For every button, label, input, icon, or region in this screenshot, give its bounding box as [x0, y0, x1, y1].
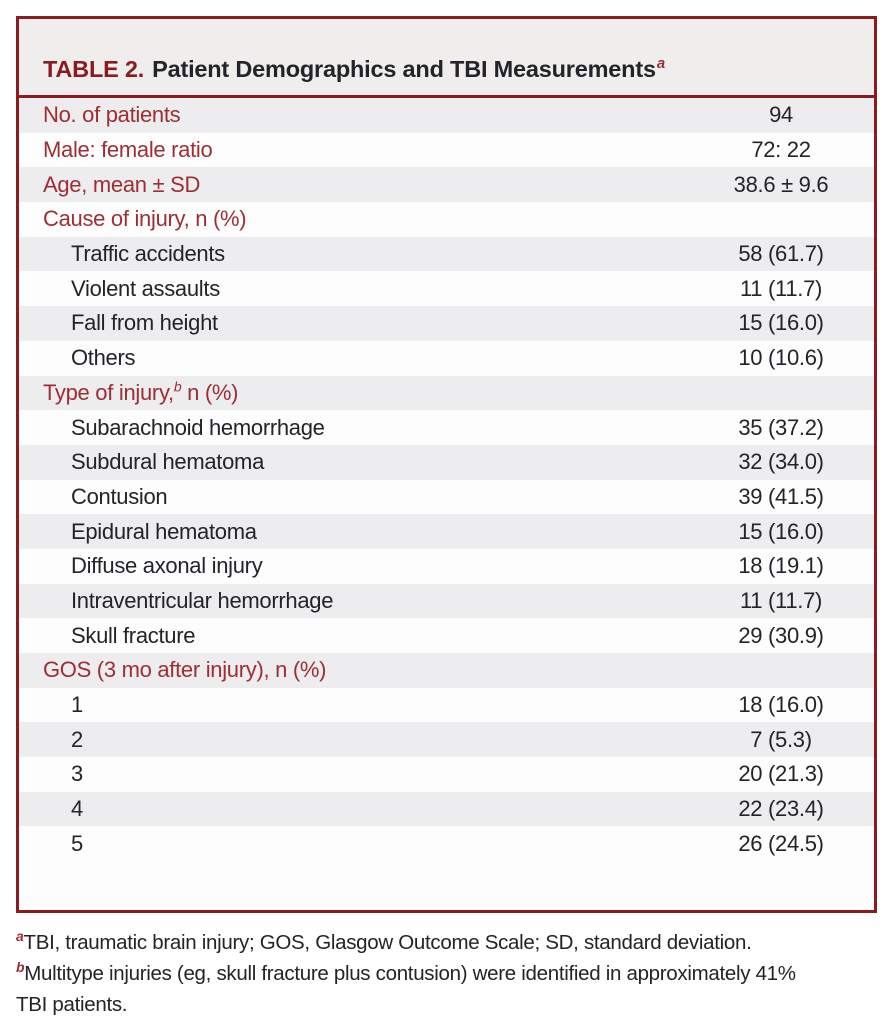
row-value: 38.6 ± 9.6 — [733, 171, 829, 197]
row-label: Epidural hematoma — [71, 518, 257, 544]
row-value: 7 (5.3) — [750, 726, 812, 752]
row-value: 26 (24.5) — [738, 830, 824, 856]
row-value: 32 (34.0) — [738, 449, 824, 475]
row-label: Skull fracture — [71, 622, 196, 648]
row-label: Cause of injury, n (%) — [43, 206, 247, 232]
footnote-a-marker: a — [16, 928, 24, 945]
row-label: Intraventricular hemorrhage — [71, 587, 334, 613]
row-label: Others — [71, 345, 136, 371]
table-body — [19, 98, 874, 861]
footnote-b-text: Multitype injuries (eg, skull fracture plus contusion) were identified in approximately 41% TBI patients. — [16, 962, 796, 1016]
row-label: Subarachnoid hemorrhage — [71, 414, 325, 440]
table-title-footnote-marker: a — [656, 55, 665, 73]
row-label: Type of injury,$^b$ n (%) — [43, 378, 239, 405]
row-value: 22 (23.4) — [738, 796, 824, 822]
footnote-b — [16, 958, 831, 1020]
table-title-text: Patient Demographics and TBI Measurements$^a$ — [152, 55, 665, 82]
table-row — [19, 618, 874, 653]
row-label: Contusion — [71, 483, 168, 509]
row-label: 3 — [71, 761, 83, 787]
table-row — [19, 410, 874, 445]
row-footnote-marker: b — [173, 378, 182, 395]
row-label: Violent assaults — [71, 275, 220, 301]
table-row — [19, 133, 874, 168]
row-value: 94 — [769, 102, 793, 128]
table-row — [19, 584, 874, 619]
footnote-a-text: TBI, traumatic brain injury; GOS, Glasgow Outcome Scale; SD, standard deviation. — [23, 931, 752, 954]
table-row — [19, 237, 874, 272]
table-number-label: TABLE 2. — [43, 56, 145, 82]
table-row — [19, 271, 874, 306]
row-value: 39 (41.5) — [738, 483, 824, 509]
table-row — [19, 826, 874, 861]
row-label: Subdural hematoma — [71, 449, 265, 475]
row-label: Age, mean ± SD — [43, 171, 201, 197]
row-value: 72: 22 — [751, 137, 811, 163]
row-value: 18 (19.1) — [738, 553, 824, 579]
row-label: 1 — [71, 692, 83, 718]
row-value: 20 (21.3) — [738, 761, 824, 787]
table-row — [19, 480, 874, 515]
row-value: 10 (10.6) — [738, 345, 824, 371]
table-row — [19, 792, 874, 827]
table-row — [19, 202, 874, 237]
row-value: 15 (16.0) — [738, 310, 824, 336]
table-row — [19, 341, 874, 376]
footnotes — [16, 927, 877, 1020]
row-value: 11 (11.7) — [739, 587, 823, 613]
table-row — [19, 757, 874, 792]
row-label: Fall from height — [71, 310, 218, 336]
table-row — [19, 98, 874, 133]
row-value: 15 (16.0) — [738, 518, 824, 544]
table-row — [19, 688, 874, 723]
row-label: Traffic accidents — [71, 241, 225, 267]
row-label: Male: female ratio — [43, 137, 213, 163]
row-value: 35 (37.2) — [738, 414, 824, 440]
table-row — [19, 376, 874, 411]
table-row — [19, 722, 874, 757]
row-value: 11 (11.7) — [739, 275, 823, 301]
row-label: GOS (3 mo after injury), n (%) — [43, 657, 327, 683]
footnote-a — [16, 927, 877, 958]
row-label: 4 — [71, 796, 83, 822]
table-row — [19, 549, 874, 584]
table-row — [19, 445, 874, 480]
row-label: 2 — [71, 726, 83, 752]
table-row — [19, 514, 874, 549]
row-label: No. of patients — [43, 102, 181, 128]
row-value: 18 (16.0) — [738, 692, 824, 718]
row-value: 29 (30.9) — [738, 622, 824, 648]
table-2-box — [16, 16, 877, 913]
table-row — [19, 306, 874, 341]
table-row — [19, 653, 874, 688]
row-label: Diffuse axonal injury — [71, 553, 263, 579]
row-value: 58 (61.7) — [738, 241, 824, 267]
table-row — [19, 167, 874, 202]
row-label: 5 — [71, 830, 83, 856]
footnote-b-marker: b — [16, 959, 25, 976]
table-title — [19, 19, 874, 98]
